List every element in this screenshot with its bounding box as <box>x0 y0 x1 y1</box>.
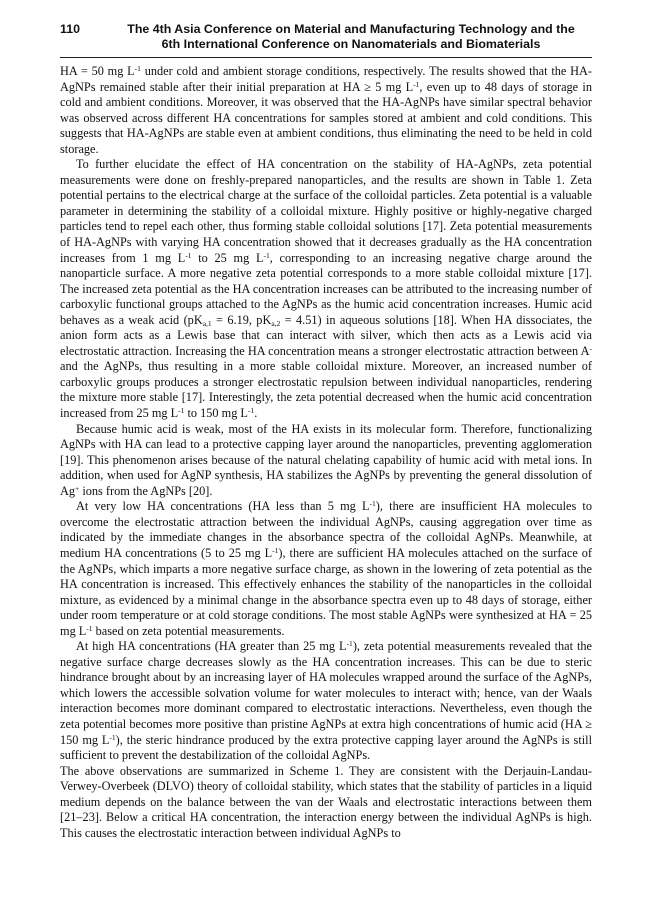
superscript: -1 <box>369 499 376 509</box>
text-run: ), zeta potential measurements revealed that the negative surface charge decreases slowly as the HA concentration increases. This can be due to steric hindrance brought about by an increasing layer of HA molecules wrapped around the surface of the AgNPs, which lowers the accessible solvation volume for water molecules to interact with; hence, van der Waals interaction becomes more dominant compared to electrostatic interactions. Nevertheless, even though the zeta potential becomes more positive than pristine AgNPs at extra high concentrations of humic acid (HA ≥ 150 mg L <box>60 639 592 747</box>
subscript: a,2 <box>271 318 281 328</box>
text-run: ), the steric hindrance produced by the extra protective capping layer around the AgNPs is still sufficient to prevent the destabilization of the colloidal AgNPs. <box>60 732 593 763</box>
superscript: - <box>589 343 592 353</box>
superscript: -1 <box>346 639 353 649</box>
text-run: ), there are sufficient HA molecules attached on the surface of the AgNPs, which imparts a more negative surface charge, as shown in the lowering of zeta potential as the HA concentration is increased. This effectively enhances the stability of the nanoparticles in the colloidal mixture, as evidenced by a minimal change in the absorbance spectra even up to 48 days of storage, either under room temperature or at cold storage conditions. The most stable AgNPs were synthesized at HA = 25 mg L <box>60 545 592 638</box>
text-run: At high HA concentrations (HA greater than 25 mg L <box>76 639 347 654</box>
body-text <box>60 64 592 841</box>
header-title-line-2: 6th International Conference on Nanomaterials and Biomaterials <box>161 37 541 51</box>
superscript: -1 <box>263 250 270 260</box>
superscript: -1 <box>272 545 279 555</box>
text-run: Because humic acid is weak, most of the HA exists in its molecular form. Therefore, functionalizing AgNPs with HA can lead to a protective capping layer around the nanoparticles, preventing agglomeration [19]. This phenomenon arises because of the natural chelating capability of humic acid with metal ions. In addition, when used for AgNP synthesis, HA stabilizes the AgNPs by preventing the general dissolution of Ag <box>60 421 592 498</box>
text-run: HA = 50 mg L <box>60 64 135 78</box>
paragraph-2 <box>60 157 592 421</box>
text-run: ), there are insufficient HA molecules to overcome the electrostatic attraction between the individual AgNPs, causing aggregation over time as indicated by the immediate changes in the absorbance spectra of the colloidal AgNPs. Meanwhile, at medium HA concentrations (5 to 25 mg L <box>60 499 593 560</box>
superscript: -1 <box>178 406 185 416</box>
text-run: ions from the AgNPs [20]. <box>79 483 213 498</box>
text-run: To further elucidate the effect of HA concentration on the stability of HA-AgNPs, zeta potential measurements were done on freshly-prepared nanoparticles, and the results are shown in Table 1. Zeta potential pertains to the electrical charge at the surface of the colloidal particles. Zeta potential is a valuable parameter in determining the stability of a colloidal mixture. Highly positive or highly-negative charged particles tend to repel each other, thus forming stable colloidal solutions [17]. Zeta potential measurements of HA-AgNPs with varying HA concentration showed that it decreases gradually as the HA concentration increases from 1 mg L <box>60 157 592 265</box>
text-run: The above observations are summarized in Scheme 1. They are consistent with the Derjauin-Landau-Verwey-Overbeek (DLVO) theory of colloidal stability, which states that the stability of particles in a liquid medium depends on the balance between the van der Waals and electrostatic interactions between them [21–23]. Below a critical HA concentration, the interaction energy between the individual AgNPs is high. This causes the electrostatic interaction between individual AgNPs to <box>60 763 592 840</box>
text-run: under cold and ambient storage conditions, respectively. The results showed that the HA-AgNPs remained stable after their initial preparation at HA ≥ 5 mg L <box>60 64 592 94</box>
text-run: , even up to 48 days of storage in cold and ambient conditions. Moreover, it was observed that the HA-AgNPs have similar spectral behavior was observed across different HA concentrations for samples stored at ambient and cold conditions. This suggests that HA-AgNPs are stable even at ambient conditions, thus eliminating the need to be held in cold storage. <box>60 79 592 156</box>
text-run: and the AgNPs, thus resulting in a more stable colloidal mixture. Moreover, an increased number of carboxylic groups produces a stronger electrostatic repulsion between individual nanoparticles, rendering the mixture more stable [17]. Interestingly, the zeta potential decreased when the humic acid concentration increased from 25 mg L <box>60 359 592 421</box>
paragraph-4 <box>60 499 592 639</box>
superscript: -1 <box>413 79 420 89</box>
superscript: -1 <box>86 623 93 633</box>
text-run: At very low HA concentrations (HA less than 5 mg L <box>76 499 370 514</box>
subscript: a,1 <box>202 318 212 328</box>
superscript: -1 <box>134 64 141 73</box>
paragraph-3 <box>60 422 592 500</box>
text-run: . <box>254 406 258 421</box>
superscript: + <box>75 483 80 493</box>
page-number: 110 <box>60 22 80 36</box>
header-title-line-1: The 4th Asia Conference on Material and Manufacturing Technology and the <box>127 22 575 36</box>
header-rule <box>60 57 592 58</box>
text-run: to 150 mg L <box>184 406 248 421</box>
text-run: , corresponding to an increasing negative charge around the nanoparticle surface. A more negative zeta potential corresponds to a more stable colloidal mixture [17]. The increased zeta potential as the HA concentration increases can be attributed to the increasing number of carboxylic functional groups attached to the AgNPs as the humic acid concentration increases. Humic acid behaves as a weak acid (pK <box>60 250 592 327</box>
paragraph-5 <box>60 639 592 763</box>
running-header-title <box>110 22 592 52</box>
superscript: -1 <box>109 732 116 742</box>
text-run: to 25 mg L <box>191 250 264 265</box>
superscript: -1 <box>247 406 255 416</box>
superscript: -1 <box>185 250 192 260</box>
paragraph-1 <box>60 64 592 157</box>
text-run: = 4.51) in aqueous solutions [18]. When HA dissociates, the anion form acts as a Lewis base that can interact with silver, which then acts as a Lewis acid via electrostatic attraction. Increasing the HA concentration means a stronger electrostatic attraction between A <box>60 312 592 358</box>
paragraph-6 <box>60 764 592 842</box>
text-run: based on zeta potential measurements. <box>92 623 285 638</box>
text-run: = 6.19, pK <box>211 312 272 327</box>
